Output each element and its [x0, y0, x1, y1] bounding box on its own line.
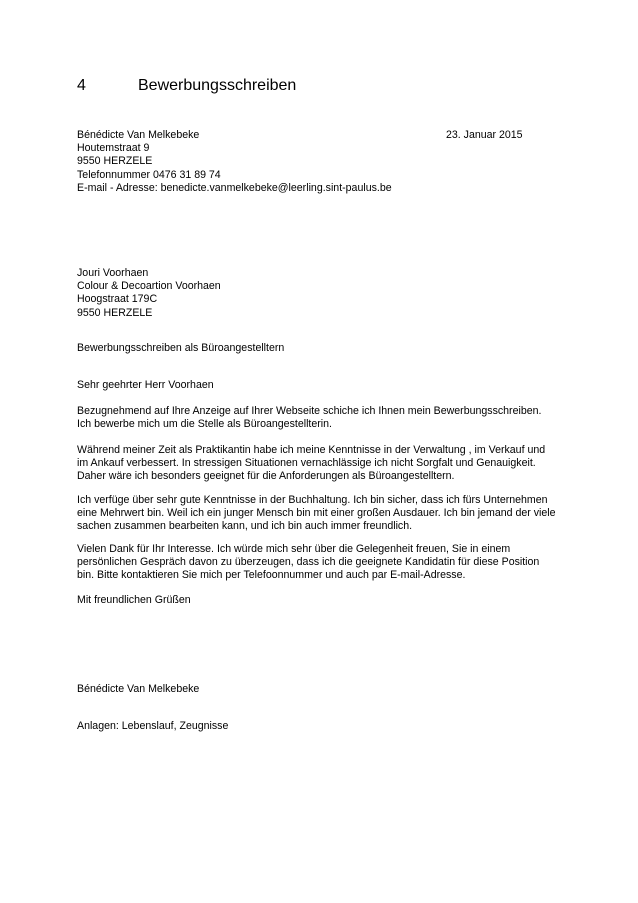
paragraph-line: eine Mehrwert bin. Weil ich ein junger Mensch bin mit einer großen Ausdauer. Ich bin jemand der viele — [77, 507, 556, 520]
letter-salutation: Sehr geehrter Herr Voorhaen — [77, 379, 214, 391]
paragraph-line: Daher wäre ich besonders geeignet für die Anforderungen als Büroangestelltern. — [77, 470, 455, 483]
letter-date: 23. Januar 2015 — [446, 129, 523, 141]
paragraph-line: im Ankauf verbessert. In stressigen Situationen vernachlässige ich nicht Sorgfalt und Genauigkeit. — [77, 457, 536, 470]
recipient-company: Colour & Decoartion Voorhaen — [77, 280, 221, 293]
paragraph-line: Ich bewerbe mich um die Stelle als Büroangestellterin. — [77, 418, 332, 431]
sender-phone: Telefonnummer 0476 31 89 74 — [77, 168, 221, 181]
body-paragraph-2 — [77, 444, 557, 484]
sender-city: 9550 HERZELE — [77, 155, 153, 168]
sender-address — [77, 129, 392, 195]
paragraph-line: Vielen Dank für Ihr Interesse. Ich würde mich sehr über die Gelegenheit freuen, Sie in einem — [77, 543, 511, 555]
paragraph-line: bin. Bitte kontaktieren Sie mich per Telefoonnummer und auch par E-mail-Adresse. — [77, 569, 466, 582]
paragraph-line: Während meiner Zeit als Praktikantin habe ich meine Kenntnisse in der Verwaltung , im Verkauf und — [77, 444, 546, 456]
sender-street: Houtemstraat 9 — [77, 142, 150, 155]
body-paragraph-3 — [77, 494, 557, 534]
recipient-street: Hoogstraat 179C — [77, 293, 158, 306]
body-paragraph-1 — [77, 405, 557, 431]
paragraph-line: sachen zusammen bearbeiten kann, und ich bin auch immer freundlich. — [77, 520, 413, 533]
sender-name: Bénédicte Van Melkebeke — [77, 129, 200, 141]
letter-signature: Bénédicte Van Melkebeke — [77, 683, 200, 695]
recipient-address — [77, 267, 221, 320]
paragraph-line: Ich verfüge über sehr gute Kenntnisse in der Buchhaltung. Ich bin sicher, dass ich fürs Unternehmen — [77, 494, 548, 506]
letter-enclosures: Anlagen: Lebenslauf, Zeugnisse — [77, 720, 229, 732]
letter-closing: Mit freundlichen Grüßen — [77, 594, 191, 606]
section-heading — [77, 76, 296, 96]
recipient-name: Jouri Voorhaen — [77, 267, 149, 279]
paragraph-line: Bezugnehmend auf Ihre Anzeige auf Ihrer Webseite schiche ich Ihnen mein Bewerbungsschreiben. — [77, 405, 542, 417]
letter-subject: Bewerbungsschreiben als Büroangestelltern — [77, 342, 285, 354]
recipient-city: 9550 HERZELE — [77, 306, 153, 319]
section-number: 4 — [77, 77, 86, 94]
sender-email: E-mail - Adresse: benedicte.vanmelkebeke@leerling.sint-paulus.be — [77, 181, 392, 194]
section-title: Bewerbungsschreiben — [138, 77, 297, 94]
body-paragraph-4 — [77, 543, 557, 583]
paragraph-line: persönlichen Gespräch davon zu überzeugen, dass ich die geeignete Kandidatin für diese Position — [77, 556, 540, 569]
